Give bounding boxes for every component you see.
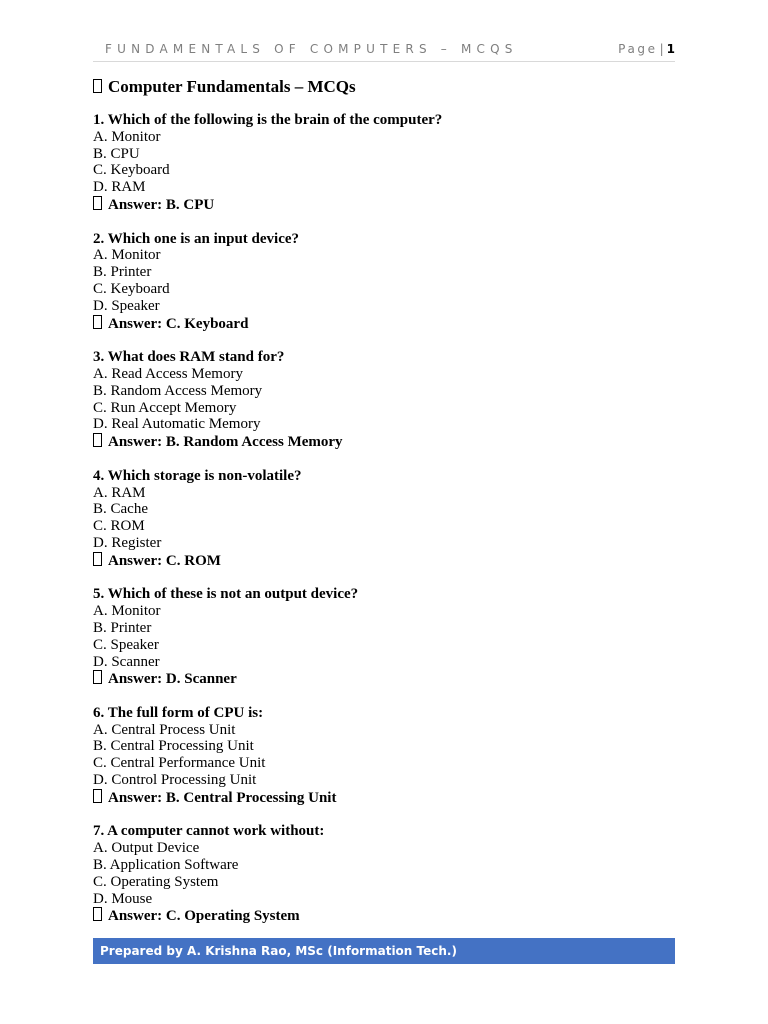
document-title-row [93,77,675,97]
missing-glyph-box-icon [93,789,102,803]
missing-glyph-box-icon [93,79,102,93]
missing-glyph-box-icon [93,433,102,447]
page-indicator [618,42,675,56]
question-text: 6. The full form of CPU is: [93,704,264,721]
missing-glyph-box-icon [93,670,102,684]
answer-text: Answer: C. ROM [108,552,221,569]
question-block [93,349,675,451]
answer-row [93,552,675,570]
missing-glyph-box-icon [93,907,102,921]
question-text: 5. Which of these is not an output device? [93,586,359,603]
option-text: B. Printer [93,619,152,636]
answer-row [93,433,675,451]
header-title: FUNDAMENTALS OF COMPUTERS – MCQS [105,42,518,56]
question-text: 4. Which storage is non-volatile? [93,467,302,484]
option-text: D. Real Automatic Memory [93,416,261,433]
option-text: D. Register [93,534,162,551]
footer-banner [93,938,675,964]
option-text: D. Scanner [93,653,160,670]
answer-row [93,196,675,214]
option-text: B. CPU [93,145,140,162]
question-block [93,705,675,807]
answer-text: Answer: D. Scanner [108,671,237,688]
option-text: C. Speaker [93,636,159,653]
option-text: A. Monitor [93,128,161,145]
option-text: D. RAM [93,179,146,196]
question-text: 7. A computer cannot work without: [93,823,325,840]
option-text: B. Application Software [93,857,239,874]
option-text: D. Control Processing Unit [93,772,257,789]
answer-row [93,907,675,925]
page-label: Page [618,42,658,56]
option-text: A. RAM [93,484,146,501]
page-separator: | [659,42,664,56]
option-text: A. Central Process Unit [93,721,236,738]
footer-text: Prepared by A. Krishna Rao, MSc (Information Tech.) [100,944,457,958]
answer-text: Answer: C. Keyboard [108,315,249,332]
question-block [93,468,675,570]
answer-text: Answer: B. CPU [108,196,215,213]
page-number: 1 [666,42,675,56]
option-text: A. Monitor [93,247,161,264]
question-text: 2. Which one is an input device? [93,230,300,247]
answer-row [93,315,675,333]
option-text: D. Speaker [93,297,160,314]
option-text: A. Output Device [93,840,200,857]
answer-text: Answer: B. Central Processing Unit [108,789,337,806]
answer-row [93,789,675,807]
option-text: A. Read Access Memory [93,365,243,382]
option-text: A. Monitor [93,603,161,620]
question-text: 1. Which of the following is the brain of the computer? [93,112,443,128]
option-text: D. Mouse [93,890,153,907]
answer-text: Answer: B. Random Access Memory [108,434,343,451]
option-text: B. Cache [93,501,148,518]
question-block [93,231,675,333]
question-block [93,823,675,925]
question-list [93,112,675,925]
option-text: B. Printer [93,264,152,281]
option-text: C. Run Accept Memory [93,399,237,416]
document-body [93,77,675,942]
option-text: C. Keyboard [93,162,170,179]
answer-text: Answer: C. Operating System [108,908,300,925]
question-block [93,586,675,688]
missing-glyph-box-icon [93,315,102,329]
question-block [93,112,675,214]
option-text: C. ROM [93,518,145,535]
missing-glyph-box-icon [93,196,102,210]
page-header [93,41,675,62]
question-text: 3. What does RAM stand for? [93,349,285,366]
option-text: B. Central Processing Unit [93,738,254,755]
missing-glyph-box-icon [93,552,102,566]
document-title: Computer Fundamentals – MCQs [108,77,356,96]
option-text: B. Random Access Memory [93,382,263,399]
option-text: C. Central Performance Unit [93,755,266,772]
option-text: C. Keyboard [93,280,170,297]
option-text: C. Operating System [93,873,219,890]
answer-row [93,670,675,688]
